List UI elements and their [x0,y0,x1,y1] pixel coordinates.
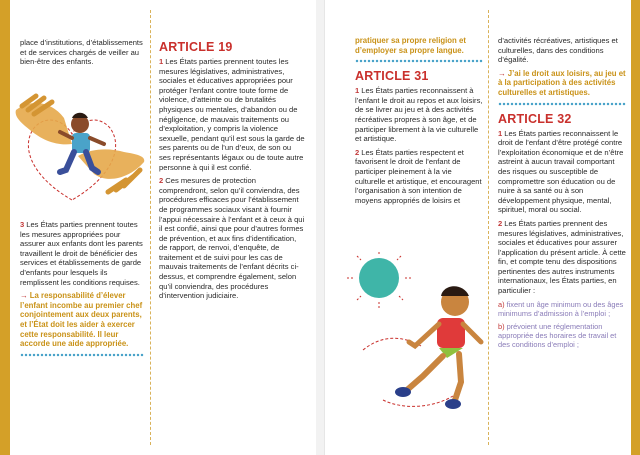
arrow-right-icon: → [498,68,506,78]
hands-holding-child-illustration [12,92,148,212]
article-32-paragraph-1: 1 Les États parties reconnaissent le droit de l’enfant d’être protégé contre l’exploitation économique et de n’être astreint à aucun travail comportant des risques ou susceptible de compromettre son éducation ou de nuire à sa santé ou à son développement physique, mental, spirituel, moral ou social. [498,128,624,215]
article-19-paragraph-2: 2 Ces mesures de protection comprendront, selon qu’il conviendra, des procédures efficaces pour l’établissement de programmes sociaux visant à fournir l’appui nécessaire à l’enfant et à ceux à qui il est confié, ainsi que pour d’autres formes de prévention, et aux fins d’identification, de rapport, de renvoi, d’enquête, de traitement et de suivi pour les cas de mauvais traitements de l’enfant décrits ci-dessus, et comprendre également, selon qu’il conviendra, des procédures d’intervention judiciaire. [159,176,305,301]
article-32-item-a: a) fixent un âge minimum ou des âges minimums d’admission à l’emploi ; [498,299,624,318]
playing-child-illustration [343,250,493,430]
paragraph-3: 3 Les États parties prennent toutes les mesures appropriées pour assurer aux enfants dont les parents travaillent le droit de bénéficier des services et établissements de garde d’enfants pour lesquels ils remplissent les conditions requises. [20,220,143,287]
article-32-item-b: b) prévoient une réglementation appropriée des horaires de travail et des conditions d’emploi ; [498,322,617,350]
religion-language-callout: pratiquer sa propre religion et d’employer sa propre langue. [355,36,466,55]
right-page-column-1 [355,36,483,209]
article-31-paragraph-2: 2 Les États parties respectent et favorisent le droit de l’enfant de participer pleinement à la vie culturelle et artistique, et encouragent l’organisation à son intention de moyens appropriés de loisirs et [355,147,482,205]
book-gutter [316,0,324,455]
left-page-column-1-lower [20,220,144,363]
article-32-heading: ARTICLE 32 [498,111,572,126]
left-column-divider [150,10,151,445]
left-page-column-2 [159,40,305,305]
article-31-paragraph-1: 1 Les États parties reconnaissent à l’enfant le droit au repos et aux loisirs, de se livrer au jeu et à des activités récréatives propres à son âge, et de participer librement à la vie culturelle et artistique. [355,86,483,144]
left-gold-band [0,0,10,455]
intro-paragraph: place d’institutions, d’établissements et de services chargés de veiller au bien-être des enfants. [20,38,143,67]
dotted-separator [498,102,626,106]
article-19-paragraph-1: 1 Les États parties prennent toutes les mesures législatives, administratives, sociales et éducatives appropriées pour protéger l’enfant contre toute forme de violence, d’atteinte ou de brutalités physiques ou mentales, d’abandon ou de négligence, de mauvais traitements ou d’exploitation, y compris la violence sexuelle, pendant qu’il est sous la garde de ses parents ou de l’un d’eux, de son ou ses représentants légaux ou de toute autre personne à qui il est confié. [159,57,305,172]
arrow-right-icon: → [20,291,28,301]
leisure-rights-callout: → J’ai le droit aux loisirs, au jeu et à la participation à des activités culturelles et artistiques. [498,68,626,97]
right-gold-band [631,0,640,455]
right-page [324,0,640,455]
article-31-heading: ARTICLE 31 [355,69,429,84]
dotted-separator [20,353,144,357]
parent-responsibility-callout: → La responsabilité d’élever l’enfant incombe au premier chef conjointement aux deux parents, et l’État doit les aider à exercer cette responsabilité. Il leur accorde une aide appropriée. [20,291,143,349]
right-page-column-2 [498,36,626,354]
paragraph-number: 3 [20,220,25,229]
article-32-paragraph-2: 2 Les États parties prennent des mesures législatives, administratives, sociales et éducatives pour assurer l’application du présent article. À cette fin, et compte tenu des dispositions pertinentes des autres instruments internationaux, les États parties, en particulier : [498,218,626,296]
article-19-heading: ARTICLE 19 [159,40,233,54]
dotted-separator [355,59,483,63]
article-31-continuation: d’activités récréatives, artistiques et culturelles, dans des conditions d’égalité. [498,36,618,65]
left-page-column-1 [20,38,144,71]
left-page [0,0,317,455]
